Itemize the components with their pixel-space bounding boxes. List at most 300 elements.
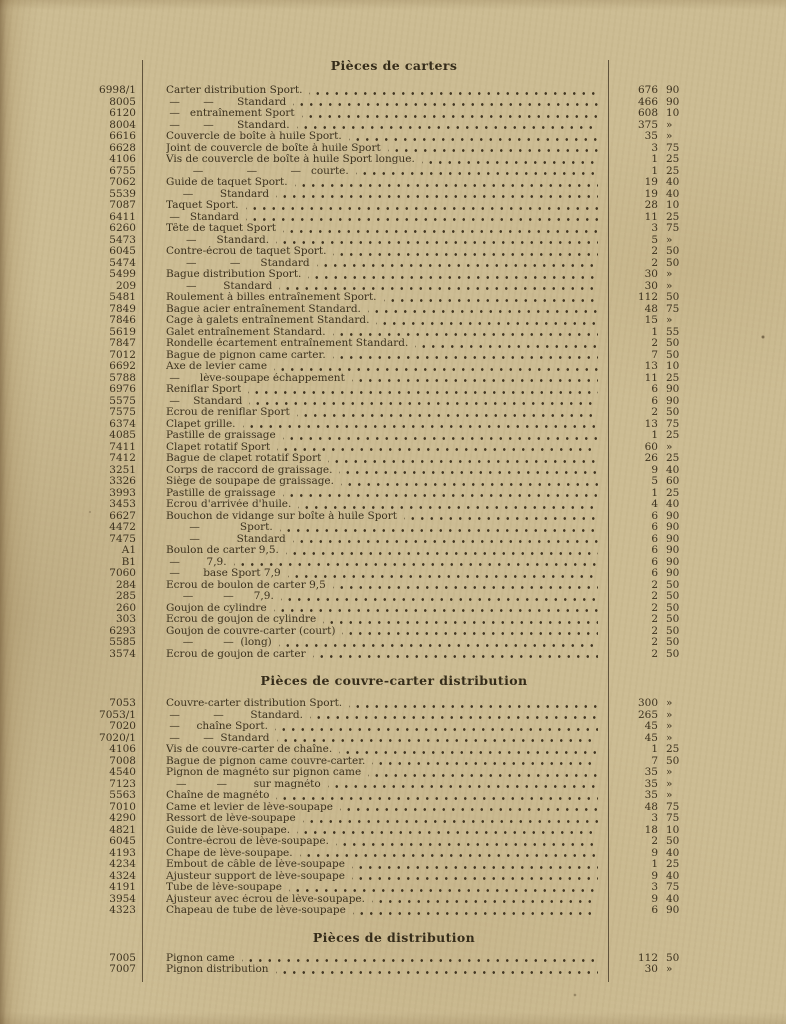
dot-leader [286, 545, 598, 557]
part-ref: 5499 [109, 268, 136, 280]
table-row [96, 189, 692, 201]
dot-leader [300, 848, 598, 860]
price-francs: 2 [651, 636, 658, 648]
dot-leader [279, 637, 598, 649]
table-row [96, 534, 692, 546]
dot-leader [309, 85, 598, 97]
dot-leader [297, 120, 598, 132]
part-description: — — sur magnéto [166, 778, 321, 790]
part-price [612, 292, 692, 304]
section-heading: Pièces de couvre-carter distribution [260, 673, 528, 688]
part-price [612, 964, 692, 976]
part-ref: 7007 [109, 963, 136, 975]
part-price [612, 813, 692, 825]
dot-leader [283, 488, 598, 500]
dot-leader [340, 802, 598, 814]
part-description: Clapet grille. [166, 418, 236, 430]
price-centimes: 50 [666, 348, 680, 361]
table-row [96, 580, 692, 592]
price-francs: 11 [644, 371, 658, 384]
part-ref: 7849 [109, 302, 136, 315]
part-description: Bouchon de vidange sur boîte à huile Sport [166, 510, 397, 522]
dot-leader [388, 143, 598, 155]
part-ref: 7411 [109, 440, 136, 453]
part-description: Ajusteur avec écrou de lève-soupape. [166, 893, 365, 905]
dot-leader [352, 859, 598, 871]
part-price [612, 154, 692, 166]
part-ref: 7020 [109, 720, 136, 732]
table-row [96, 407, 692, 419]
table-row [96, 476, 692, 488]
dot-leader [249, 396, 598, 408]
price-centimes: 55 [666, 325, 680, 338]
dot-leader [342, 626, 598, 638]
part-ref: 4106 [109, 743, 136, 755]
price-francs: 48 [644, 302, 658, 315]
price-francs: 1 [651, 164, 658, 177]
part-price [612, 545, 692, 557]
dot-leader [323, 614, 598, 626]
part-price [612, 200, 692, 212]
part-ref: 7475 [109, 532, 136, 545]
part-description: Corps de raccord de graissage. [166, 464, 333, 476]
price-francs: 19 [644, 187, 658, 200]
dot-leader [308, 269, 598, 281]
table-row [96, 177, 692, 189]
table-row [96, 154, 692, 166]
section-heading: Pièces de carters [330, 58, 458, 73]
part-ref: 260 [115, 601, 136, 614]
part-ref: 4106 [109, 153, 136, 165]
price-centimes: 50 [666, 291, 680, 303]
price-francs: 2 [651, 601, 658, 614]
table-row [96, 767, 692, 779]
part-ref: 7005 [109, 951, 136, 964]
dot-leader [339, 465, 598, 477]
table-row [96, 281, 692, 293]
table-row [96, 836, 692, 848]
part-ref: 6628 [109, 141, 136, 154]
price-francs: 45 [644, 731, 658, 744]
price-centimes: 50 [666, 406, 680, 418]
part-ref: 6755 [109, 164, 136, 177]
price-centimes: 10 [666, 199, 680, 211]
price-francs: 1 [651, 858, 658, 870]
part-ref: 4193 [109, 846, 136, 859]
dot-leader [297, 825, 598, 837]
part-description: Roulement à billes entraînement Sport. [166, 292, 377, 303]
part-price [612, 790, 692, 802]
part-ref: 6998/1 [99, 84, 136, 96]
part-ref: 4085 [109, 429, 136, 441]
price-francs: 1 [651, 743, 658, 755]
table-row [96, 871, 692, 883]
part-ref: 6045 [109, 835, 136, 847]
dot-leader [333, 580, 598, 592]
table-row [96, 557, 692, 569]
price-centimes: 90 [666, 84, 680, 96]
price-centimes: 50 [666, 835, 680, 847]
price-francs: 3 [651, 222, 658, 234]
part-price [612, 223, 692, 235]
price-centimes: 40 [666, 176, 680, 188]
table-row [96, 430, 692, 442]
table-row [96, 488, 692, 500]
part-description: Pastille de graissage [166, 487, 276, 499]
dot-leader [352, 871, 598, 883]
price-centimes: 10 [666, 360, 680, 372]
part-description: — entraînement Sport [166, 108, 295, 119]
price-centimes: 50 [666, 613, 680, 625]
table-row [96, 212, 692, 224]
price-francs: 6 [651, 509, 658, 522]
part-ref: 6616 [109, 130, 136, 142]
dot-leader [336, 836, 598, 848]
dot-leader [302, 108, 598, 120]
table-row [96, 511, 692, 523]
price-centimes: 90 [666, 567, 680, 579]
dot-leader [289, 882, 598, 894]
table-row [96, 200, 692, 212]
price-francs: 2 [651, 578, 658, 591]
part-description: Tube de lève-soupape [166, 882, 282, 893]
price-francs: 3 [651, 881, 658, 893]
part-price [612, 859, 692, 871]
dot-leader [248, 384, 598, 396]
table-row [96, 603, 692, 615]
part-ref: A1 [121, 544, 136, 556]
part-description: Bague acier entraînement Standard. [166, 303, 361, 315]
table-row [96, 373, 692, 385]
part-description: Embout de câble de lève-soupape [166, 859, 345, 870]
price-francs: 3 [651, 141, 658, 154]
price-centimes: 75 [666, 800, 680, 813]
part-ref: 5539 [109, 187, 136, 200]
price-centimes: 75 [666, 812, 680, 824]
part-ref: 3954 [109, 892, 136, 905]
part-price [612, 407, 692, 419]
dot-leader [276, 964, 598, 976]
part-price [612, 614, 692, 626]
price-centimes: 50 [666, 337, 680, 349]
part-ref: 284 [115, 578, 136, 591]
part-ref: 6692 [109, 360, 136, 372]
part-ref: 5619 [109, 325, 136, 338]
dot-leader [276, 790, 598, 802]
table-row [96, 269, 692, 281]
price-francs: 2 [651, 245, 658, 257]
part-ref: 6627 [109, 509, 136, 522]
price-centimes: 50 [666, 601, 680, 614]
part-description: Pignon de magnéto sur pignon came [166, 767, 362, 778]
table-row [96, 338, 692, 350]
part-description: — Standard [166, 395, 243, 407]
price-francs: 2 [651, 590, 658, 602]
part-description: — Standard [166, 533, 286, 545]
dot-leader [368, 304, 598, 316]
price-centimes: 50 [666, 590, 680, 602]
price-centimes: 25 [666, 486, 680, 499]
table-row [96, 545, 692, 557]
table-row [96, 626, 692, 638]
part-ref: 7060 [109, 567, 136, 579]
price-francs: 13 [644, 360, 658, 372]
table-row [96, 361, 692, 373]
price-centimes: 90 [666, 904, 680, 916]
price-centimes: 25 [666, 210, 680, 223]
part-price [612, 905, 692, 917]
price-francs: 6 [651, 544, 658, 556]
part-ref: 4323 [109, 904, 136, 916]
part-description: — Sport. [166, 522, 273, 533]
part-price [612, 698, 692, 710]
price-francs: 9 [651, 892, 658, 905]
part-price [612, 430, 692, 442]
table-row [96, 698, 692, 710]
part-ref: 3453 [109, 498, 136, 510]
price-centimes: 40 [666, 463, 680, 476]
price-francs: 300 [637, 697, 658, 709]
part-description: — — Standard [166, 96, 287, 108]
price-centimes: 50 [666, 256, 680, 269]
price-centimes: » [666, 963, 673, 975]
part-ref: 209 [115, 279, 136, 292]
table-row [96, 499, 692, 511]
part-description: Bague de pignon came couvre-carter. [166, 755, 366, 767]
price-francs: 2 [651, 406, 658, 418]
part-description: Joint de couvercle de boîte à huile Sport [166, 142, 381, 154]
table-row [96, 649, 692, 661]
part-description: — — Standard. [166, 119, 290, 131]
part-ref: 4821 [109, 823, 136, 836]
price-francs: 265 [637, 708, 658, 721]
part-ref: 6045 [109, 245, 136, 257]
part-ref: 303 [115, 613, 136, 625]
dot-leader [234, 557, 598, 569]
price-francs: 6 [651, 567, 658, 579]
price-centimes: 75 [666, 141, 680, 154]
part-description: — Standard [166, 280, 273, 292]
part-price [612, 384, 692, 396]
part-ref: 4472 [109, 521, 136, 533]
table-row [96, 166, 692, 178]
price-francs: 1 [651, 486, 658, 499]
dot-leader [328, 779, 598, 791]
part-price [612, 882, 692, 894]
part-ref: 3326 [109, 475, 136, 487]
table-row [96, 327, 692, 339]
dot-leader [333, 350, 598, 362]
part-ref: 4191 [109, 881, 136, 893]
part-description: Axe de levier came [166, 361, 268, 372]
part-description: — — (long) [166, 637, 272, 648]
part-description: Goujon de couvre-carter (court) [166, 625, 336, 637]
part-description: Chapeau de tube de lève-soupape [166, 905, 346, 916]
part-description: — — 7,9. [166, 591, 274, 602]
part-description: Siège de soupape de graissage. [166, 476, 334, 487]
price-francs: 2 [651, 647, 658, 660]
price-francs: 13 [644, 417, 658, 430]
dot-leader [415, 338, 598, 350]
dot-leader [283, 430, 598, 442]
part-description: Couvre-carter distribution Sport. [166, 698, 343, 709]
part-description: — Standard [166, 188, 270, 200]
price-centimes: 75 [666, 302, 680, 315]
price-francs: 30 [644, 279, 658, 292]
part-description: — — Standard [166, 257, 310, 269]
price-francs: 19 [644, 176, 658, 188]
price-francs: 608 [637, 107, 658, 119]
dot-leader [277, 733, 598, 745]
table-row [96, 637, 692, 649]
dot-leader [384, 292, 599, 304]
dot-leader [372, 756, 598, 768]
part-ref: 6120 [109, 107, 136, 119]
part-ref: 7847 [109, 337, 136, 349]
price-francs: 35 [644, 789, 658, 801]
price-francs: 2 [651, 835, 658, 847]
part-ref: 4324 [109, 869, 136, 882]
price-centimes: 90 [666, 532, 680, 545]
price-francs: 676 [637, 84, 658, 96]
part-price [612, 131, 692, 143]
price-centimes: 50 [666, 754, 680, 767]
dot-leader [276, 189, 598, 201]
table-row [96, 143, 692, 155]
table-row [96, 848, 692, 860]
price-francs: 6 [651, 904, 658, 916]
dot-leader [303, 813, 598, 825]
part-description: Galet entraînement Standard. [166, 326, 326, 338]
section-distribution [96, 930, 692, 976]
part-price [612, 246, 692, 258]
table-row [96, 453, 692, 465]
part-ref: 5474 [109, 256, 136, 269]
part-ref: 4540 [109, 766, 136, 778]
price-francs: 2 [651, 624, 658, 637]
part-ref: 3574 [109, 647, 136, 660]
part-description: Vis de couvercle de boîte à huile Sport longue. [166, 154, 415, 165]
price-francs: 9 [651, 869, 658, 882]
part-description: — 7,9. [166, 556, 227, 568]
part-description: Ecrou de goujon de cylindre [166, 614, 317, 625]
part-price [612, 476, 692, 488]
section-heading: Pièces de distribution [312, 929, 476, 945]
part-description: Goujon de cylindre [166, 602, 267, 614]
part-description: — base Sport 7,9 [166, 568, 281, 579]
part-description: Guide de taquet Sport. [166, 177, 288, 188]
price-centimes: 90 [666, 555, 680, 568]
dot-leader [353, 905, 598, 917]
dot-leader [274, 603, 598, 615]
price-francs: 3 [651, 812, 658, 824]
price-francs: 375 [637, 118, 658, 131]
price-centimes: » [666, 708, 673, 721]
price-centimes: » [666, 118, 673, 131]
part-description: — — Standard [166, 732, 270, 744]
dot-leader [356, 166, 598, 178]
price-centimes: » [666, 731, 673, 744]
part-description: Taquet Sport. [166, 200, 239, 211]
part-price [612, 522, 692, 534]
part-description: Bague de clapet rotatif Sport [166, 453, 322, 464]
part-ref: 7575 [109, 406, 136, 418]
part-description: Ecrou de boulon de carter 9,5 [166, 579, 326, 591]
price-francs: 112 [637, 291, 658, 303]
price-centimes: 40 [666, 846, 680, 859]
part-ref: 6411 [109, 210, 136, 223]
part-description: — — — courte. [166, 165, 349, 177]
price-francs: 7 [651, 348, 658, 361]
dot-leader [243, 419, 598, 431]
part-description: Boulon de carter 9,5. [166, 545, 279, 556]
table-row [96, 710, 692, 722]
dot-leader [297, 407, 598, 419]
dot-leader [352, 373, 598, 385]
dot-leader [275, 721, 598, 733]
price-francs: 11 [644, 210, 658, 223]
price-francs: 6 [651, 555, 658, 568]
dot-leader [280, 522, 598, 534]
table-row [96, 292, 692, 304]
price-francs: 35 [644, 766, 658, 778]
dot-leader [333, 246, 598, 258]
price-centimes: » [666, 268, 673, 280]
dot-leader [246, 200, 598, 212]
table-row [96, 825, 692, 837]
part-description: Couvercle de boîte à huile Sport. [166, 131, 342, 142]
section-rows [96, 698, 692, 917]
table-row [96, 882, 692, 894]
price-centimes: 60 [666, 475, 680, 487]
part-price [612, 721, 692, 733]
part-ref: 6260 [109, 222, 136, 234]
dot-leader [274, 361, 598, 373]
price-centimes: 40 [666, 892, 680, 905]
table-row [96, 964, 692, 976]
part-description: — Standard [166, 211, 240, 223]
part-ref: 8005 [109, 95, 136, 108]
part-description: Pignon came [166, 952, 235, 964]
part-description: Contre-écrou de lève-soupape. [166, 836, 329, 847]
part-ref: 5788 [109, 371, 136, 384]
dot-leader [313, 649, 598, 661]
price-centimes: 40 [666, 187, 680, 200]
table-row [96, 246, 692, 258]
part-ref: 7087 [109, 199, 136, 211]
price-centimes: » [666, 789, 673, 801]
part-price [612, 338, 692, 350]
part-ref: 7846 [109, 314, 136, 326]
price-francs: 15 [644, 314, 658, 326]
part-description: Bague de pignon came carter. [166, 349, 326, 361]
table-row [96, 258, 692, 270]
table-row [96, 522, 692, 534]
dot-leader [341, 476, 598, 488]
part-description: Came et levier de lève-soupape [166, 801, 333, 813]
price-centimes: 50 [666, 245, 680, 257]
dot-leader [246, 212, 598, 224]
dot-leader [372, 894, 598, 906]
part-ref: 3251 [109, 463, 136, 476]
table-row [96, 744, 692, 756]
section-rows [96, 953, 692, 976]
price-francs: 6 [651, 532, 658, 545]
part-ref: 6374 [109, 417, 136, 430]
price-centimes: » [666, 777, 673, 790]
section-rows [96, 85, 692, 660]
dot-leader [298, 499, 598, 511]
